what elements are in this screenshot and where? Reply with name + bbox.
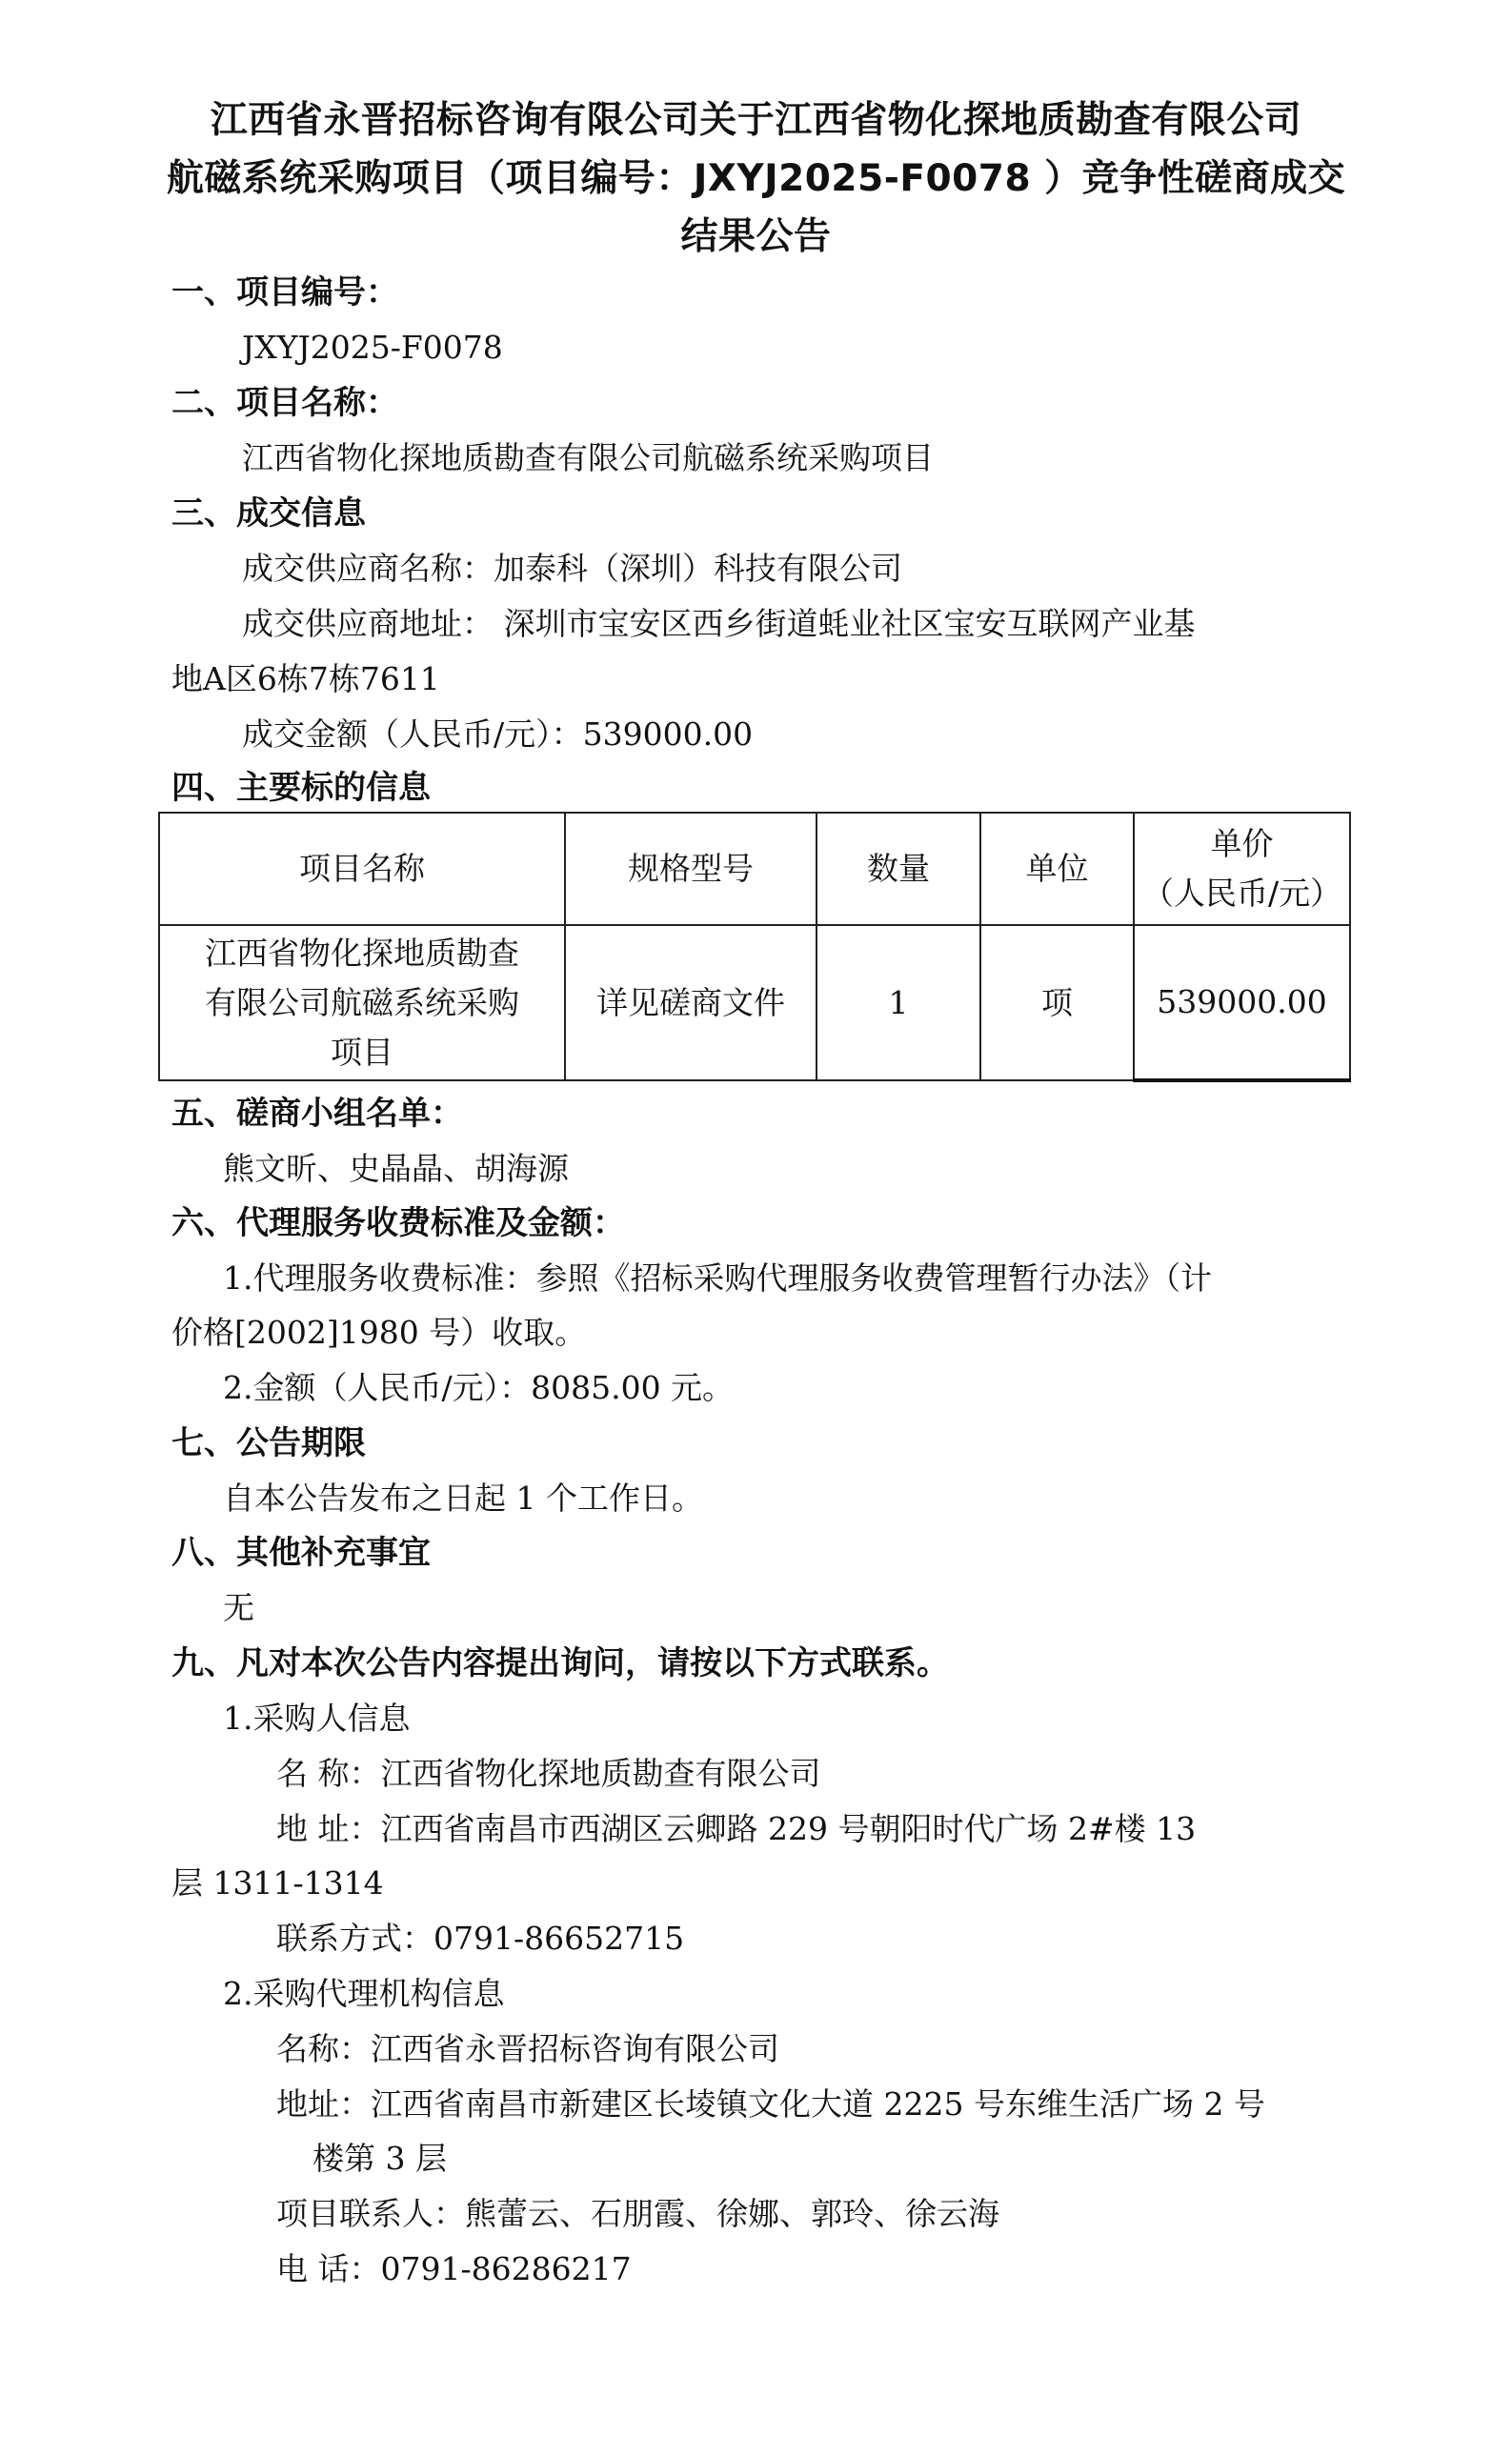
cell-item-name-line-3: 项目 xyxy=(331,1033,393,1071)
buyer-name: 名 称：江西省物化探地质勘查有限公司 xyxy=(276,1755,821,1792)
document-title xyxy=(152,91,1360,266)
agent-name: 名称：江西省永晋招标咨询有限公司 xyxy=(276,2030,779,2067)
header-spec: 规格型号 xyxy=(565,813,816,925)
header-unit-text: 单位 xyxy=(1025,850,1089,887)
section-7-heading: 七、公告期限 xyxy=(171,1424,366,1462)
title-line-3: 结果公告 xyxy=(680,215,832,258)
buyer-info-title: 1.采购人信息 xyxy=(223,1700,411,1737)
agent-address-line-2: 楼第 3 层 xyxy=(312,2140,447,2177)
cell-unit-price: 539000.00 xyxy=(1134,925,1350,1080)
cell-quantity: 1 xyxy=(816,925,980,1080)
title-line-1: 江西省永晋招标咨询有限公司关于江西省物化探地质勘查有限公司 xyxy=(210,99,1302,142)
panel-members: 熊文昕、史晶晶、胡海源 xyxy=(223,1150,569,1187)
section-9-heading: 九、凡对本次公告内容提出询问，请按以下方式联系。 xyxy=(171,1644,949,1682)
header-unit-price xyxy=(1134,813,1350,925)
subject-info-table xyxy=(158,812,1351,1082)
cell-item-name xyxy=(159,925,565,1080)
header-quantity: 数量 xyxy=(816,813,980,925)
fee-standard-line-2: 价格[2002]1980 号）收取。 xyxy=(171,1314,587,1351)
cell-item-name-line-2: 有限公司航磁系统采购 xyxy=(205,983,519,1021)
other-matters: 无 xyxy=(223,1589,254,1626)
buyer-address-line-1: 地 址：江西省南昌市西湖区云卿路 229 号朝阳时代广场 2#楼 13 xyxy=(276,1810,1197,1847)
title-line-2: 航磁系统采购项目（项目编号：JXYJ2025-F0078 ）竞争性磋商成交 xyxy=(166,157,1346,200)
buyer-address-line-2: 层 1311-1314 xyxy=(171,1864,384,1902)
buyer-contact: 联系方式：0791-86652715 xyxy=(276,1920,685,1957)
cell-spec: 详见磋商文件 xyxy=(565,925,816,1080)
agent-info-title: 2.采购代理机构信息 xyxy=(223,1975,505,2012)
agent-contacts: 项目联系人：熊蕾云、石朋霞、徐娜、郭玲、徐云海 xyxy=(276,2195,999,2232)
agent-phone: 电 话：0791-86286217 xyxy=(276,2250,632,2287)
section-5-heading: 五、磋商小组名单： xyxy=(171,1095,463,1133)
section-6-heading: 六、代理服务收费标准及金额： xyxy=(171,1204,625,1242)
header-unit xyxy=(980,813,1134,925)
supplier-name: 成交供应商名称：加泰科（深圳）科技有限公司 xyxy=(242,550,902,587)
header-price-line-1: 单价 xyxy=(1210,825,1274,862)
project-name: 江西省物化探地质勘查有限公司航磁系统采购项目 xyxy=(242,439,934,476)
cell-unit: 项 xyxy=(980,925,1134,1080)
supplier-address-line-1: 成交供应商地址： 深圳市宝安区西乡街道蚝业社区宝安互联网产业基 xyxy=(242,605,1196,642)
project-number: JXYJ2025-F0078 xyxy=(242,329,503,366)
cell-item-name-line-1: 江西省物化探地质勘查 xyxy=(205,934,519,972)
fee-amount: 2.金额（人民币/元）：8085.00 元。 xyxy=(223,1369,735,1406)
section-8-heading: 八、其他补充事宜 xyxy=(171,1534,431,1572)
section-2-heading: 二、项目名称： xyxy=(171,384,398,422)
fee-standard-line-1: 1.代理服务收费标准：参照《招标采购代理服务收费管理暂行办法》（计 xyxy=(223,1259,1212,1297)
table-row xyxy=(159,925,1350,1080)
notice-period: 自本公告发布之日起 1 个工作日。 xyxy=(223,1480,703,1517)
section-3-heading: 三、成交信息 xyxy=(171,494,366,533)
deal-amount: 成交金额（人民币/元）：539000.00 xyxy=(242,715,754,753)
header-price-line-2: （人民币/元） xyxy=(1142,875,1342,912)
header-item-name: 项目名称 xyxy=(159,813,565,925)
section-4-heading: 四、主要标的信息 xyxy=(171,769,431,807)
table-header-row xyxy=(159,813,1350,925)
supplier-address-line-2: 地A区6栋7栋7611 xyxy=(171,660,440,697)
section-1-heading: 一、项目编号： xyxy=(171,273,398,312)
agent-address-line-1: 地址：江西省南昌市新建区长堎镇文化大道 2225 号东维生活广场 2 号 xyxy=(276,2085,1265,2123)
